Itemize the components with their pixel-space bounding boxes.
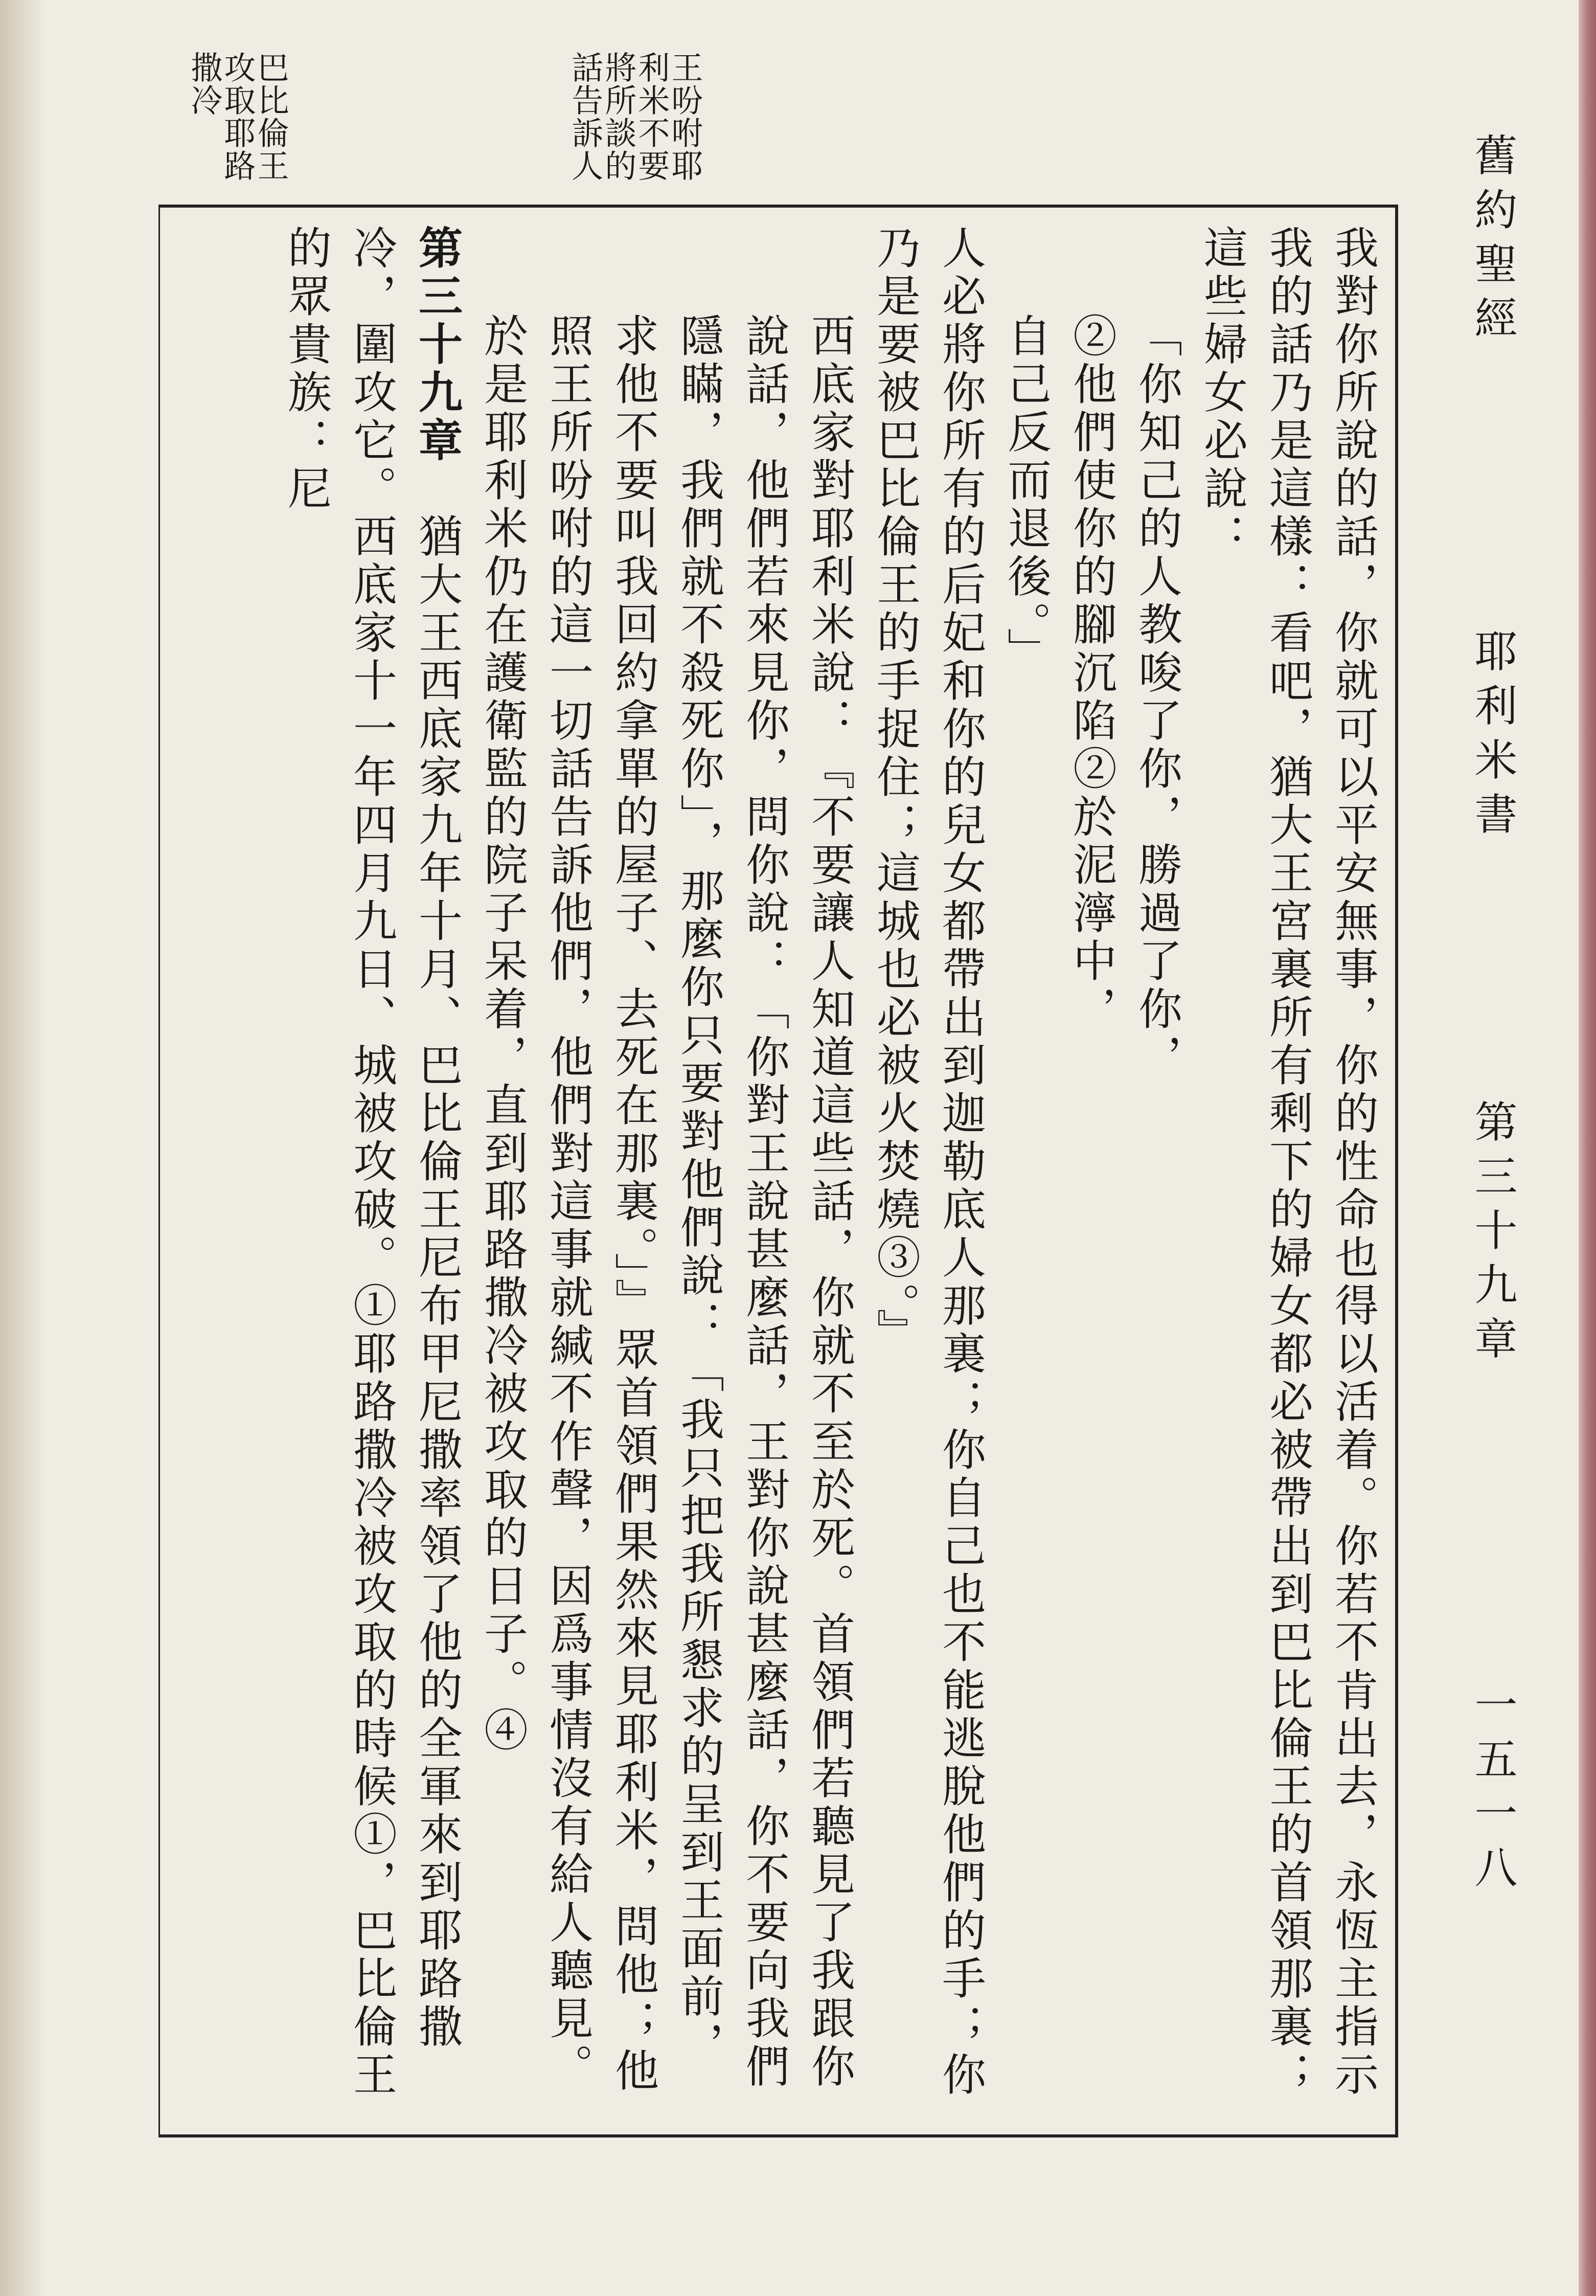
body-text	[184, 225, 1385, 2117]
poem-line: 「你知己的人教唆了你，勝過了你，	[1131, 313, 1182, 1082]
margin-note-line: 利米不要	[632, 51, 670, 182]
margin-note-2	[185, 51, 289, 199]
margin-note-line: 王吩咐耶	[666, 51, 703, 182]
margin-note-line: 攻取耶路	[218, 51, 256, 182]
book-name: 耶利米書	[1468, 629, 1518, 846]
poem-line: 自己反而退後。」	[1000, 313, 1051, 676]
poem-line: ②他們使你的腳沉陷②於泥濘中，	[1065, 313, 1116, 1034]
paragraph: 西底家對耶利米說：『不要讓人知道這些話，你就不至於死。首領們若聽見了我跟你說話，他們若來見你，問你說：「你對王說甚麼話，王對你說甚麼話，你不要向我們隱瞞，我們就不殺死你」，那麼你只要對他們說：「我只把我所懇求的呈到王面前，求他不要叫我回約拿單的屋子、去死在那裏。」』眾首領們果然來見耶利米，問他；他照王所吩咐的這一切話告訴他們，他們對這事就緘不作聲，因爲事情沒有給人聽見。於是耶利米仍在護衛監的院子呆着，直到耶路撒冷被攻取的日子。④	[476, 313, 855, 2096]
chapter-text: 猶大王西底家九年十月、巴比倫王尼布甲尼撒率領了他的全軍來到耶路撒冷，圍攻它。西底家十一年四月九日、城被攻破。①耶路撒冷被攻取的時候①，巴比倫王的眾貴族：尼	[280, 225, 462, 2100]
page-edge	[1579, 0, 1596, 2296]
chapter-heading: 第三十九章	[411, 225, 463, 465]
paragraph: 人必將你所有的后妃和你的兒女都帶出到迦勒底人那裏；你自己也不能逃脫他們的手；你乃是要被巴比倫王的手捉住；這城也必被火焚燒③。』	[869, 225, 986, 2100]
margin-note-1	[568, 51, 701, 199]
margin-note-line: 話告訴人	[566, 51, 604, 182]
margin-note-line: 巴比倫王	[252, 51, 289, 182]
chapter-section	[273, 225, 469, 2117]
page-spine-shadow	[0, 0, 46, 2296]
margin-note-line: 將所談的	[599, 51, 637, 182]
chapter-label: 第三十九章	[1468, 1099, 1518, 1370]
frame-left-rule	[158, 205, 160, 2137]
running-title: 舊約聖經	[1468, 133, 1518, 350]
margin-note-line: 撒冷	[185, 51, 223, 117]
paragraph: 我對你所說的話，你就可以平安無事，你的性命也得以活着。你若不肯出去，永恆主指示我的話乃是這樣：看吧，猶大王宮裏所有剩下的婦女都必被帶出到巴比倫王的首領那裏；這些婦女必說：	[1196, 225, 1378, 2100]
page-number: 一五一八	[1468, 1682, 1518, 1899]
